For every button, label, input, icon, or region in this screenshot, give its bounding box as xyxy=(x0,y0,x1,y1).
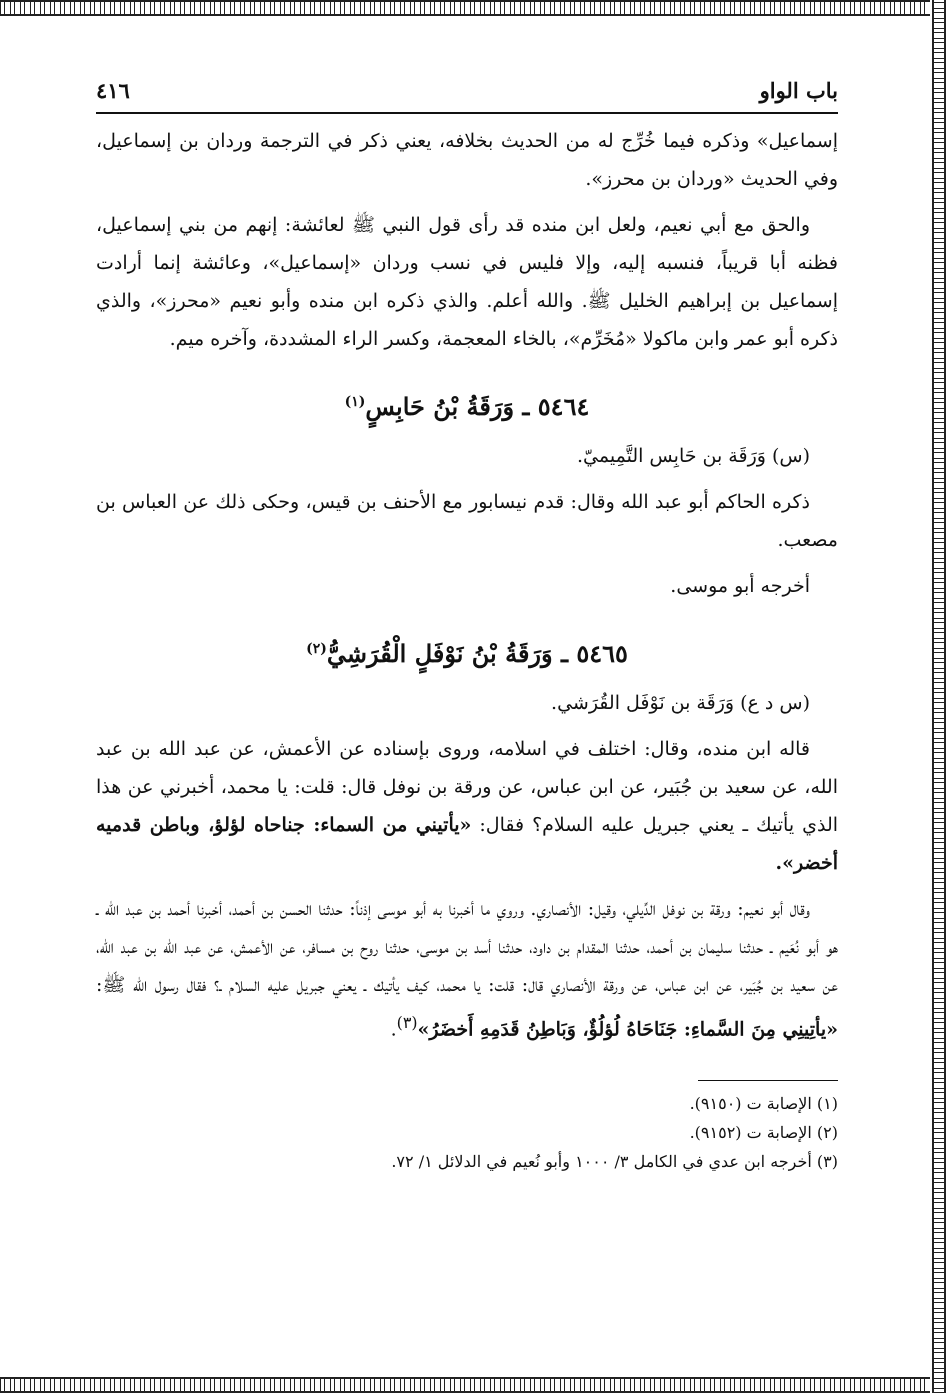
entry-text: وقال أبو نعيم: ورقة بن نوفل الدِّيلي، وقيل: الأنصاري. وروي ما أخبرنا به أبو موسى إذناً: حدثنا الحسن بن أحمد، أخبرنا أحمد بن عبد الله ـ هو أبو نُعَيم ـ حدثنا سليمان بن أحمد، حدثنا المقدام بن داود، حدثنا أسد بن موسى، حدثنا روح بن مسافر، عن الأعمش، عن عبد الله بن عبد الله، عن سعيد بن جُبَير، عن ابن عباس، عن ورقة الأنصاري قال: قلت: يا محمد، كيف يأتيك ـ يعني جبريل عليه السلام ـ؟ فقال رسول الله ﷺ: «يأتِينِي مِنَ السَّماءِ: جَنَاحَاهُ لُؤلُؤٌ، وَبَاطِنُ قَدَمِهِ أَخضَرُ»$^{(٣)}$. xyxy=(96,898,838,1041)
entry-text: ذكره الحاكم أبو عبد الله وقال: قدم نيسابور مع الأحنف بن قيس، وحكى ذلك عن العباس بن مصعب. xyxy=(96,491,838,551)
entry-source-line: (س د ع) وَرَقَة بن نَوْفَل القُرَشي. xyxy=(551,692,810,714)
narration-text: قاله ابن منده، وقال: اختلف في اسلامه، وروى بإسناده عن الأعمش، عن عبد الله بن عبد الله، عن سعيد بن جُبَير، عن ابن عباس، عن ورقة بن نوفل قال: قلت: يا محمد، أخبرني عن هذا الذي يأتيك ـ يعني جبريل عليه السلام؟ فقال: xyxy=(96,738,839,836)
footnote-ref: (٢) xyxy=(306,641,327,657)
footnote: (٢) الإصابة ت (٩١٥٢). xyxy=(689,1123,838,1143)
paragraph-discussion: والحق مع أبي نعيم، ولعل ابن منده قد رأى قول النبي ﷺ لعائشة: إنهم من بني إسماعيل، فظنه أبا قريباً، فنسبه إليه، وإلا فليس في نسب وردان «إسماعيل»، وعائشة إنما أرادت إسماعيل بن إبراهيم الخليل ﷺ. والله أعلم. والذي ذكره ابن منده وأبو نعيم «محرز»، والذي ذكره أبو عمر وابن ماكولا «مُخَرِّم»، بالخاء المعجمة، وكسر الراء المشددة، وآخره ميم. xyxy=(96,214,838,350)
page-number: ٤١٦ xyxy=(96,78,130,103)
footnote: (٣) أخرجه ابن عدي في الكامل ٣/ ١٠٠٠ وأبو نُعيم في الدلائل ١/ ٧٢. xyxy=(391,1152,838,1172)
entry-heading-5465 xyxy=(96,627,838,676)
footnote-divider xyxy=(698,1080,838,1081)
section-title: باب الواو xyxy=(759,78,838,103)
decorative-border-right xyxy=(932,0,946,1393)
entry-text xyxy=(96,730,838,882)
narration-text: وقال أبو نعيم: ورقة بن نوفل الدِّيلي، وقيل: الأنصاري. وروي ما أخبرنا به أبو موسى إذناً: حدثنا الحسن بن أحمد، أخبرنا أحمد بن عبد الله ـ هو أبو نُعَيم ـ حدثنا سليمان بن أحمد، حدثنا المقدام بن داود، حدثنا أسد بن موسى، حدثنا روح بن مسافر، عن الأعمش، عن عبد الله بن عبد الله، عن سعيد بن جُبَير، عن ابن عباس، عن ورقة الأنصاري قال: قلت: يا محمد، كيف يأتيك ـ يعني جبريل عليه السلام ـ؟ فقال رسول الله ﷺ: xyxy=(96,898,838,996)
hadith-quote: «يأتيني من السماء: جناحاه لؤلؤ، وباطن قدميه أخضر». xyxy=(96,814,838,874)
footnote-ref: (٣) xyxy=(396,1013,418,1032)
decorative-border-bottom xyxy=(0,1377,930,1393)
book-page xyxy=(96,78,838,1176)
page-header xyxy=(96,78,838,114)
decorative-border-top xyxy=(0,0,930,16)
entry-source-line: (س) وَرَقَة بن حَابِس التَّمِيميّ. xyxy=(577,445,810,467)
entry-attribution: أخرجه أبو موسى. xyxy=(670,575,810,597)
entry-heading-5464 xyxy=(96,380,838,429)
paragraph-continuation: إسماعيل» وذكره فيما خُرِّج له من الحديث بخلافه، يعني ذكر في الترجمة وردان بن إسماعيل، وفي الحديث «وردان بن محرز». xyxy=(96,130,838,190)
entry-title: ٥٤٦٤ ـ وَرَقَةُ بْنُ حَابِسٍ xyxy=(365,392,590,421)
hadith-quote: «يأتِينِي مِنَ السَّماءِ: جَنَاحَاهُ لُؤلُؤٌ، وَبَاطِنُ قَدَمِهِ أَخضَرُ» xyxy=(417,1018,838,1041)
footnote-ref: (١) xyxy=(344,394,366,410)
footnote: (١) الإصابة ت (٩١٥٠). xyxy=(689,1094,838,1114)
entry-title: ٥٤٦٥ ـ وَرَقَةُ بْنُ نَوْفَلٍ الْقُرَشِيُّ xyxy=(326,639,628,668)
